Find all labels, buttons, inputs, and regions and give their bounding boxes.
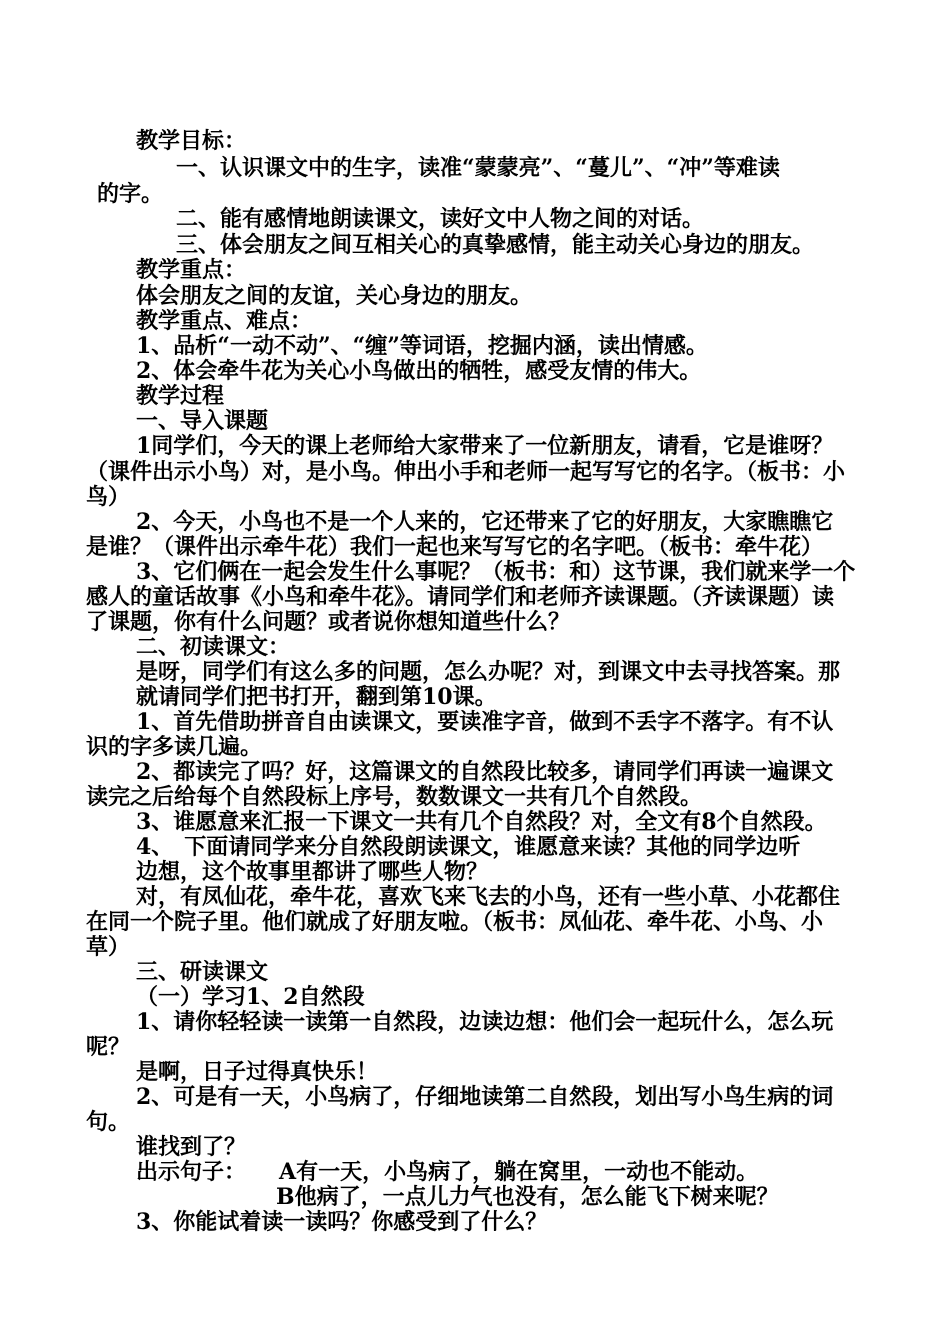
paragraph-line: 是啊，日子过得真快乐！ bbox=[136, 1059, 379, 1085]
section-3-heading: 三、研读课文 bbox=[136, 959, 269, 985]
paragraph-line: 识的字多读几遍。 bbox=[86, 734, 263, 760]
paragraph-line: 对，有凤仙花，牵牛花，喜欢飞来飞去的小鸟，还有一些小草、小花都住 bbox=[136, 884, 841, 910]
key-point-text: 体会朋友之间的友谊，关心身边的朋友。 bbox=[136, 283, 533, 309]
paragraph-line: 3、谁愿意来汇报一下课文一共有几个自然段？对，全文有8个自然段。 bbox=[136, 809, 827, 835]
goal-1-line-1: 一、认识课文中的生字，读准“蒙蒙亮”、“蔓儿”、“冲”等难读 bbox=[176, 155, 780, 181]
section-1-heading: 一、导入课题 bbox=[136, 408, 269, 434]
paragraph-line: 4、 下面请同学来分自然段朗读课文，谁愿意来读？其他的同学边听 bbox=[136, 834, 801, 860]
paragraph-line: 了课题，你有什么问题？或者说你想知道些什么？ bbox=[86, 609, 571, 635]
goal-2: 二、能有感情地朗读课文，读好文中人物之间的对话。 bbox=[176, 206, 705, 232]
paragraph-line: 谁找到了？ bbox=[136, 1134, 247, 1160]
section-2-heading: 二、初读课文： bbox=[136, 634, 291, 660]
goal-3: 三、体会朋友之间互相关心的真挚感情，能主动关心身边的朋友。 bbox=[176, 232, 815, 258]
paragraph-line: 鸟） bbox=[86, 484, 131, 510]
paragraph-line: 是谁？（课件出示牵牛花）我们一起也来写写它的名字吧。（板书：牵牛花） bbox=[86, 534, 824, 560]
paragraph-line: 1同学们，今天的课上老师给大家带来了一位新朋友，请看，它是谁呀？ bbox=[136, 433, 834, 459]
paragraph-line: 3、它们俩在一起会发生什么事呢？（板书：和）这节课，我们就来学一个 bbox=[136, 559, 856, 585]
heading-key-difficult-points: 教学重点、难点： bbox=[136, 308, 313, 334]
paragraph-line: 1、首先借助拼音自由读课文，要读准字音，做到不丢字不落字。有不认 bbox=[136, 709, 834, 735]
heading-teaching-goals: 教学目标： bbox=[136, 128, 247, 154]
paragraph-line: 2、今天，小鸟也不是一个人来的，它还带来了它的好朋友，大家瞧瞧它 bbox=[136, 509, 834, 535]
paragraph-line: 就请同学们把书打开，翻到第10课。 bbox=[136, 684, 497, 710]
paragraph-line: 是呀，同学们有这么多的问题，怎么办呢？对，到课文中去寻找答案。那 bbox=[136, 659, 841, 685]
subsection-heading: （一）学习1、2自然段 bbox=[136, 984, 365, 1010]
example-sentence-b: B他病了，一点儿力气也没有，怎么能飞下树来呢？ bbox=[276, 1184, 779, 1210]
paragraph-line: 感人的童话故事《小鸟和牵牛花》。请同学们和老师齐读课题。（齐读课题）读 bbox=[86, 584, 835, 610]
paragraph-line: 1、请你轻轻读一读第一自然段，边读边想：他们会一起玩什么，怎么玩 bbox=[136, 1009, 834, 1035]
paragraph-line: （课件出示小鸟）对，是小鸟。伸出小手和老师一起写写它的名字。（板书：小 bbox=[86, 459, 846, 485]
paragraph-line: 句。 bbox=[86, 1109, 131, 1135]
heading-teaching-process: 教学过程 bbox=[136, 383, 225, 409]
goal-1-line-2: 的字。 bbox=[97, 181, 164, 207]
example-sentence-a: 出示句子： A有一天，小鸟病了，躺在窝里，一动也不能动。 bbox=[136, 1159, 759, 1185]
paragraph-line: 3、你能试着读一读吗？你感受到了什么？ bbox=[136, 1209, 548, 1235]
heading-key-points: 教学重点： bbox=[136, 257, 247, 283]
paragraph-line: 边想，这个故事里都讲了哪些人物？ bbox=[136, 859, 489, 885]
difficult-point-1: 1、品析“一动不动”、“缠”等词语，挖掘内涵，读出情感。 bbox=[136, 333, 708, 359]
paragraph-line: 2、都读完了吗？好，这篇课文的自然段比较多，请同学们再读一遍课文 bbox=[136, 759, 834, 785]
paragraph-line: 呢？ bbox=[86, 1034, 131, 1060]
paragraph-line: 2、可是有一天，小鸟病了，仔细地读第二自然段，划出写小鸟生病的词 bbox=[136, 1084, 834, 1110]
paragraph-line: 草） bbox=[86, 934, 131, 960]
paragraph-line: 读完之后给每个自然段标上序号，数数课文一共有几个自然段。 bbox=[86, 784, 703, 810]
difficult-point-2: 2、体会牵牛花为关心小鸟做出的牺牲，感受友情的伟大。 bbox=[136, 358, 702, 384]
paragraph-line: 在同一个院子里。他们就成了好朋友啦。（板书：凤仙花、牵牛花、小鸟、小 bbox=[86, 909, 824, 935]
